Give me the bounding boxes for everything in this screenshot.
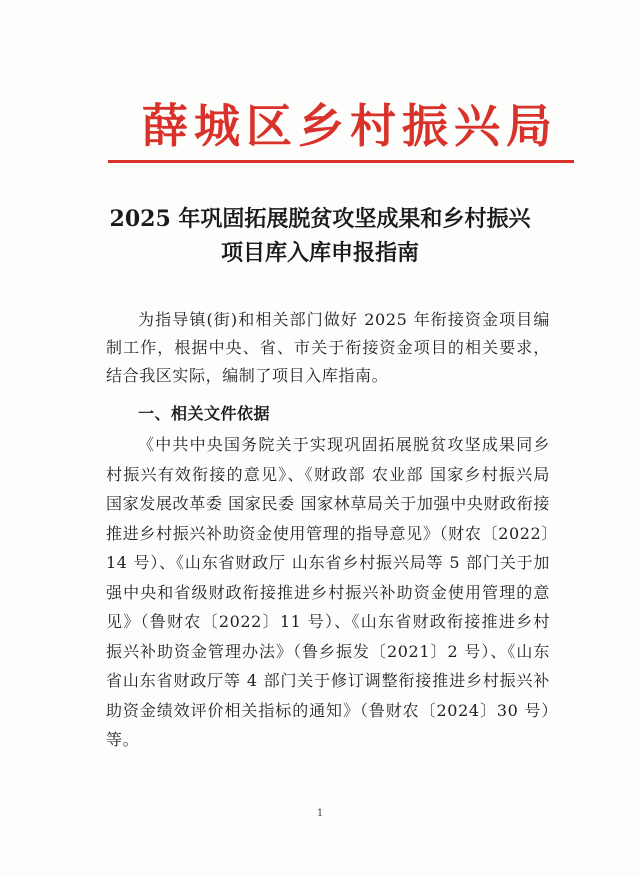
red-header-rule	[108, 160, 574, 163]
basis-paragraph: 《中共中央国务院关于实现巩固拓展脱贫攻坚成果同乡村振兴有效衔接的意见》、《财政部 农业部 国家乡村振兴局 国家发展改革委 国家民委 国家林草局关于加强中央财政衔接推进乡村振兴补助资金使用管理的指导意见》（财农〔2022〕14 号）、《山东省财政厅 山东省乡村振兴局等 5 部门关于加强中央和省级财政衔接推进乡村振兴补助资金使用管理的意见》（鲁财农〔2022〕11 号）、《山东省财政衔接推进乡村振兴补助资金管理办法》（鲁乡振发〔2021〕2 号）、《山东省山东省财政厅等 4 部门关于修订调整衔接推进乡村振兴补助资金绩效评价相关指标的通知》（鲁财农〔2024〕30 号）等。	[106, 435, 550, 749]
document-title-line-1: 2025 年巩固拓展脱贫攻坚成果和乡村振兴	[109, 206, 531, 232]
section-heading: 一、相关文件依据	[138, 404, 271, 423]
document-title-line-2: 项目库入库申报指南	[220, 240, 419, 266]
organization-header: 薛城区乡村振兴局	[142, 99, 558, 153]
intro-paragraph: 为指导镇(街)和相关部门做好 2025 年衔接资金项目编制工作，根据中央、省、市关于衔接资金项目的相关要求，结合我区实际，编制了项目入库指南。	[106, 310, 550, 385]
page-number: 1	[316, 808, 324, 819]
